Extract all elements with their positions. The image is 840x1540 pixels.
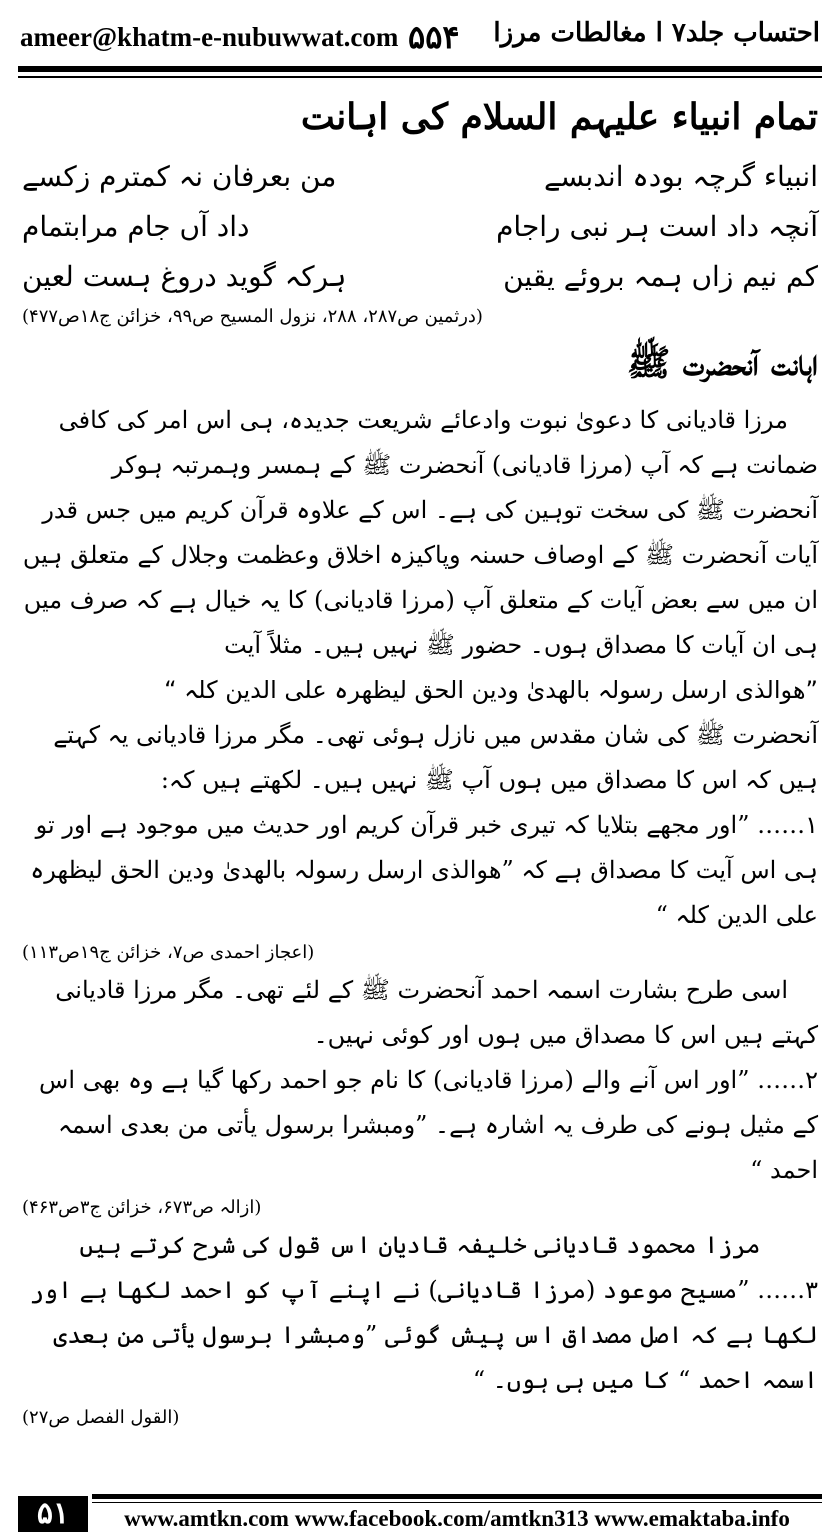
- quote-reference: (القول الفصل ص۲۷): [22, 1407, 180, 1428]
- header-book-title: احتساب جلد۷ ا مغالطات مرزا: [493, 18, 820, 48]
- verse-reference: (درثمین ص۲۸۷، ۲۸۸، نزول المسیح ص۹۹، خزائن ج۱۸ص۴۷۷): [22, 306, 483, 327]
- quote-item: [22, 1268, 818, 1403]
- footer-rule: [92, 1494, 822, 1499]
- quote-reference: (ازالہ ص۶۷۳، خزائن ج۳ص۴۶۳): [22, 1197, 262, 1218]
- quote-item: [22, 803, 818, 938]
- paragraph: آنحضرت ﷺ کی شان مقدس میں نازل ہوئی تھی۔ مگر مرزا قادیانی یہ کہتے ہیں کہ اس کا مصداق میں ہوں آپ ﷺ نہیں ہیں۔ لکھتے ہیں کہ:: [53, 721, 818, 794]
- quote-number: ۳……: [757, 1276, 818, 1304]
- verse-left: داد آں جام مرابتمام: [22, 210, 250, 243]
- paragraph: مرزا محمود قادیانی خلیفہ قادیان اس قول کی شرح کرتے ہیں: [79, 1231, 761, 1259]
- page-header: [20, 10, 820, 66]
- quote-number: ۱……: [757, 811, 818, 839]
- footer-page-number: ۵۱: [18, 1496, 88, 1532]
- quote-reference: (اعجاز احمدی ص۷، خزائن ج۱۹ص۱۱۳): [22, 942, 315, 963]
- verse-line: [22, 152, 818, 202]
- section-title-prophets: تمام انبیاء علیہم السلام کی اہانت: [300, 96, 818, 138]
- ayah-quote: ”ھوالذی ارسل رسولہ بالھدیٰ ودین الحق لیظھرہ علی الدین کلہ “: [164, 676, 818, 704]
- header-email: ameer@khatm-e-nubuwwat.com: [20, 22, 399, 52]
- paragraph: اسی طرح بشارت اسمہ احمد آنحضرت ﷺ کے لئے تھی۔ مگر مرزا قادیانی کہتے ہیں اس کا مصداق میں ہوں اور کوئی نہیں۔: [55, 976, 818, 1049]
- paragraph: مرزا قادیانی کا دعویٰ نبوت وادعائے شریعت جدیدہ، ہی اس امر کی کافی ضمانت ہے کہ آپ (مرزا قادیانی) آنحضرت ﷺ کے ہمسر وہمرتبہ ہوکر آنحضرت ﷺ کی سخت توہین کی ہے۔ اس کے علاوہ قرآن کریم میں جس قدر آیات آنحضرت ﷺ کے اوصاف حسنہ وپاکیزہ اخلاق وعظمت وجلال کے متعلق ہیں ان میں سے بعض آیات کے متعلق آپ (مرزا قادیانی) کا یہ خیال ہے کہ صرف میں ہی ان آیات کا مصداق ہوں۔ حضور ﷺ نہیں ہیں۔ مثلاً آیت: [22, 406, 818, 659]
- verse-right: انبیاء گرچہ بودہ اندبسے: [544, 160, 818, 193]
- header-rule: [18, 66, 822, 72]
- quote-text: ”مسیح موعود (مرزا قادیانی) نے اپنے آپ کو احمد لکھا ہے اور لکھا ہے کہ اصل مصداق اس پیش گوئی ”ومبشرا برسول یأتی من بعدی اسمہ احمد “ کا میں ہی ہوں۔ “: [29, 1276, 818, 1394]
- verse-right: کم نیم زاں ہمہ بروئے یقین: [503, 260, 818, 293]
- quote-item: [22, 1058, 818, 1193]
- footer-rule-thin: [92, 1502, 822, 1503]
- verse-line: [22, 202, 818, 252]
- quote-number: ۲……: [757, 1066, 818, 1094]
- verse-left: ہرکہ گوید دروغ ہست لعین: [22, 260, 347, 293]
- quote-text: ”اور اس آنے والے (مرزا قادیانی) کا نام جو احمد رکھا گیا ہے وہ بھی اس کے مثیل ہونے کی طرف یہ اشارہ ہے۔ ”ومبشرا برسول یأتی من بعدی اسمہ احمد “: [39, 1066, 818, 1184]
- section-title-prophet: اہانت آنحضرت ﷺ: [626, 342, 818, 384]
- verse-right: آنچہ داد است ہر نبی راجام: [496, 210, 818, 243]
- header-rule-thin: [18, 76, 822, 78]
- header-page-number: ۵۵۴: [408, 18, 460, 56]
- verse-left: من بعرفان نہ کمترم زکسے: [22, 160, 337, 193]
- verse-line: [22, 252, 818, 302]
- quote-text: ”اور مجھے بتلایا کہ تیری خبر قرآن کریم اور حدیث میں موجود ہے اور تو ہی اس آیت کا مصداق ہے کہ ”ھوالذی ارسل رسولہ بالھدیٰ ودین الحق لیظھرہ علی الدین کلہ “: [30, 811, 818, 929]
- page-body: [22, 86, 818, 1433]
- footer-links: www.amtkn.com www.facebook.com/amtkn313 www.emaktaba.info: [124, 1506, 790, 1531]
